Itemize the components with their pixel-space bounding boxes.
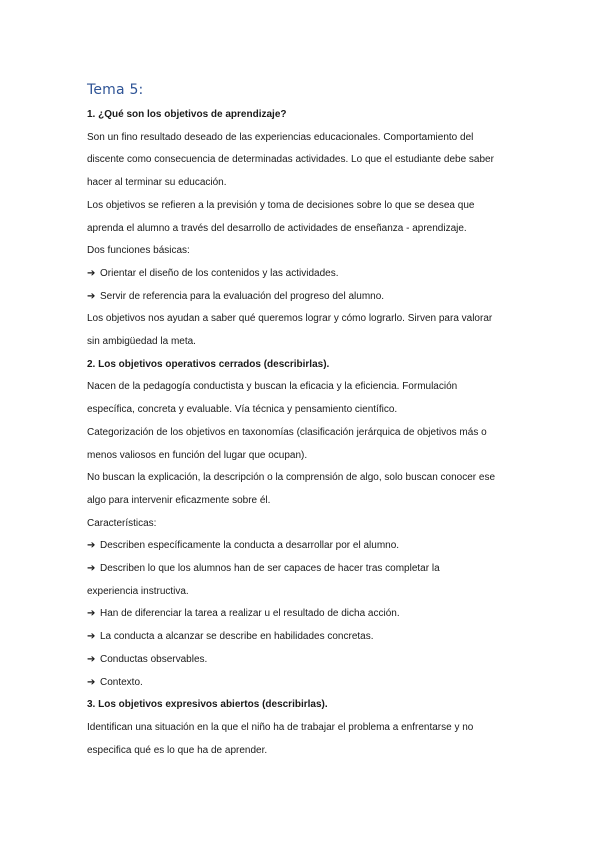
paragraph-line	[87, 399, 500, 422]
line-text: hacer al terminar su educación.	[87, 177, 227, 189]
bullet-item	[87, 263, 500, 286]
line-text: Nacen de la pedagogía conductista y buscan la eficacia y la eficiencia. Formulación	[87, 381, 458, 393]
paragraph-line	[87, 376, 500, 399]
line-text: Dos funciones básicas:	[87, 245, 190, 257]
arrow-bullet-icon: ➔	[87, 267, 96, 279]
line-text: Orientar el diseño de los contenidos y las actividades.	[100, 267, 339, 279]
bullet-item	[87, 286, 500, 309]
line-text: Categorización de los objetivos en taxonomías (clasificación jerárquica de objetivos más o	[87, 426, 487, 438]
paragraph-line	[87, 149, 500, 172]
paragraph-line	[87, 717, 500, 740]
line-text: Los objetivos nos ayudan a saber qué queremos lograr y cómo lograrlo. Sirven para valorar	[87, 313, 493, 325]
line-text: Son un fino resultado deseado de las experiencias educacionales. Comportamiento del	[87, 131, 474, 143]
line-text: La conducta a alcanzar se describe en habilidades concretas.	[100, 631, 374, 643]
paragraph-line	[87, 308, 500, 331]
paragraph-line	[87, 445, 500, 468]
arrow-bullet-icon: ➔	[87, 563, 96, 575]
line-text: específica, concreta y evaluable. Vía técnica y pensamiento científico.	[87, 404, 398, 416]
line-text: Contexto.	[100, 676, 143, 688]
arrow-bullet-icon: ➔	[87, 653, 96, 665]
arrow-bullet-icon: ➔	[87, 631, 96, 643]
bullet-item	[87, 672, 500, 695]
bullet-item	[87, 535, 500, 558]
line-text: menos valiosos en función del lugar que ocupan).	[87, 449, 308, 461]
line-text: Identifican una situación en la que el niño ha de trabajar el problema a enfrentarse y no	[87, 721, 474, 733]
paragraph-line	[87, 331, 500, 354]
paragraph-line	[87, 740, 500, 763]
paragraph-line	[87, 490, 500, 513]
line-text: especifica qué es lo que ha de aprender.	[87, 744, 268, 756]
paragraph-line	[87, 581, 500, 604]
section-heading	[87, 104, 500, 127]
line-text: 1. ¿Qué son los objetivos de aprendizaje?	[87, 109, 287, 120]
paragraph-line	[87, 422, 500, 445]
bullet-item	[87, 558, 500, 581]
document-body	[87, 104, 500, 762]
page-title: Tema 5:	[87, 82, 144, 98]
bullet-item	[87, 603, 500, 626]
line-text: sin ambigüedad la meta.	[87, 336, 196, 348]
arrow-bullet-icon: ➔	[87, 540, 96, 552]
line-text: Describen lo que los alumnos han de ser capaces de hacer tras completar la	[100, 563, 440, 575]
paragraph-line	[87, 218, 500, 241]
line-text: Conductas observables.	[100, 653, 208, 665]
line-text: aprenda el alumno a través del desarrollo de actividades de enseñanza - aprendizaje.	[87, 222, 467, 234]
arrow-bullet-icon: ➔	[87, 676, 96, 688]
line-text: algo para intervenir eficazmente sobre él.	[87, 494, 271, 506]
section-heading	[87, 694, 500, 717]
paragraph-line	[87, 467, 500, 490]
arrow-bullet-icon: ➔	[87, 290, 96, 302]
arrow-bullet-icon: ➔	[87, 608, 96, 620]
line-text: Servir de referencia para la evaluación del progreso del alumno.	[100, 290, 385, 302]
paragraph-line	[87, 195, 500, 218]
line-text: experiencia instructiva.	[87, 585, 189, 597]
line-text: discente como consecuencia de determinadas actividades. Lo que el estudiante debe saber	[87, 154, 494, 166]
line-text: Han de diferenciar la tarea a realizar u el resultado de dicha acción.	[100, 608, 400, 620]
paragraph-line	[87, 172, 500, 195]
paragraph-line	[87, 240, 500, 263]
paragraph-line	[87, 127, 500, 150]
bullet-item	[87, 649, 500, 672]
bullet-item	[87, 626, 500, 649]
section-heading	[87, 354, 500, 377]
line-text: 3. Los objetivos expresivos abiertos (describirlas).	[87, 699, 328, 711]
paragraph-line	[87, 513, 500, 536]
line-text: Los objetivos se refieren a la previsión y toma de decisiones sobre lo que se desea que	[87, 199, 475, 211]
line-text: 2. Los objetivos operativos cerrados (describirlas).	[87, 358, 330, 370]
line-text: Describen específicamente la conducta a desarrollar por el alumno.	[100, 540, 400, 552]
line-text: No buscan la explicación, la descripción o la comprensión de algo, solo buscan conocer ese	[87, 472, 496, 484]
line-text: Características:	[87, 517, 157, 529]
